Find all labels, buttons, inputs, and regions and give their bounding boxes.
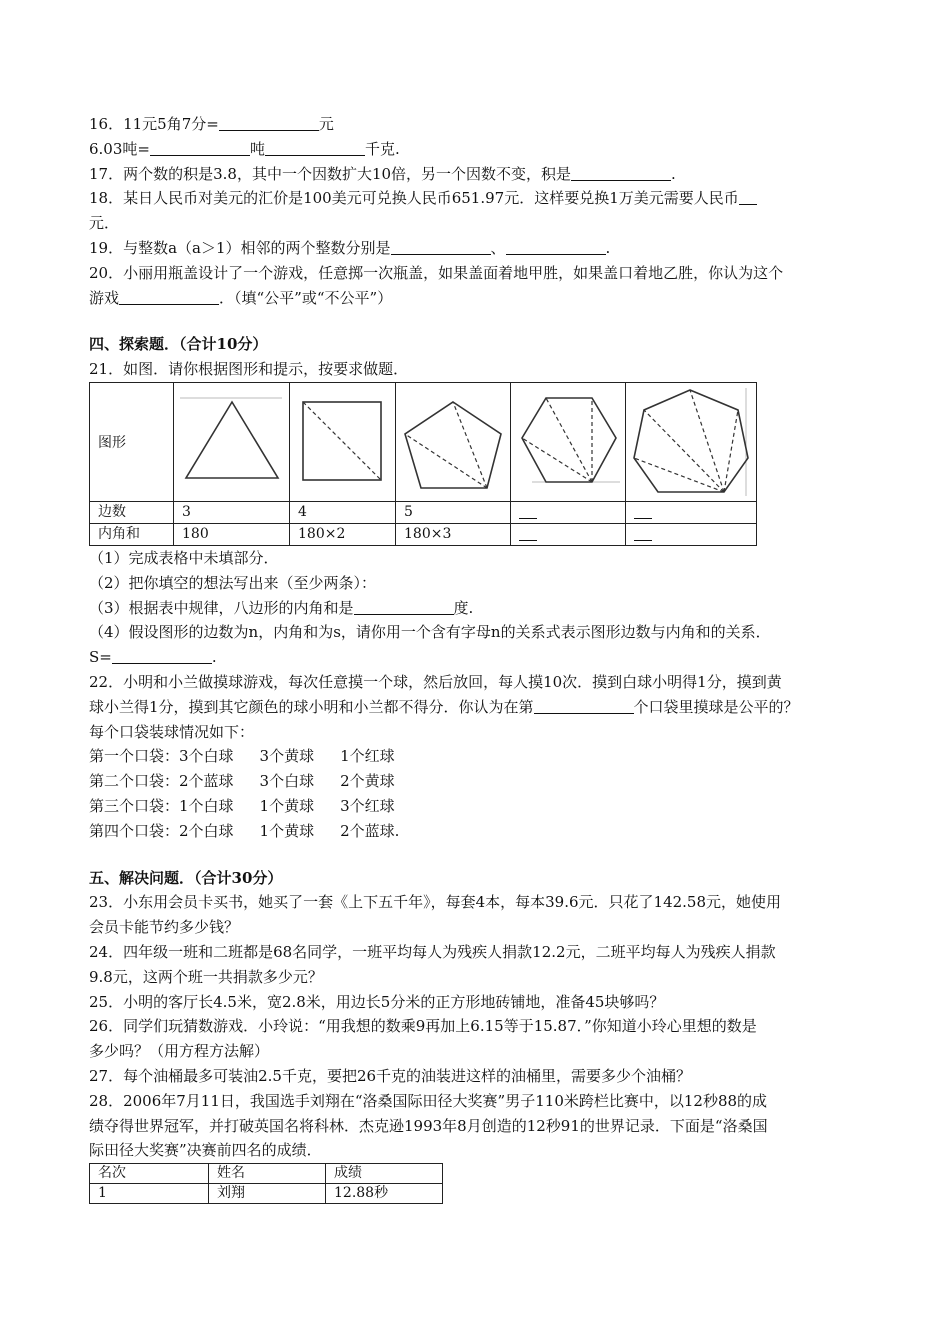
question-28-cont: 绩夺得世界冠军，并打破英国名将科林．杰克逊1993年8月创造的12秒91的世界记录．下面是“洛桑国 [89, 1116, 768, 1135]
question-16: 16．11元5角7分= 元 [89, 115, 334, 133]
question-22-intro: 每个口袋装球情况如下： [89, 722, 255, 741]
answer-blank[interactable] [571, 164, 671, 181]
question-17: 17．两个数的积是3.8，其中一个因数扩大10倍，另一个因数不变，积是 . [89, 164, 676, 183]
question-21-3: （3）根据表中规律，八边形的内角和是 度. [89, 598, 474, 617]
question-22: 22．小明和小兰做摸球游戏，每次任意摸一个球，然后放回，每人摸10次．摸到白球小明得1分，摸到黄 [89, 672, 782, 691]
triangle-icon [174, 382, 290, 501]
heptagon-icon [626, 382, 757, 501]
answer-blank[interactable] [265, 139, 365, 156]
bag-row: 第三个口袋：1个白球 1个黄球 3个红球 [89, 796, 395, 815]
angle-sum-value: 180 [174, 523, 290, 545]
question-21-1: （1）完成表格中未填部分． [89, 548, 279, 567]
sides-blank[interactable] [511, 501, 626, 523]
question-19: 19．与整数a（a＞1）相邻的两个整数分别是 、 . [89, 238, 611, 257]
answer-blank[interactable] [112, 647, 212, 664]
hexagon-icon [511, 382, 626, 501]
sides-value: 4 [290, 501, 396, 523]
row-label-angle-sum: 内角和 [90, 523, 174, 545]
question-23: 23．小东用会员卡买书，她买了一套《上下五千年》，每套4本，每本39.6元．只花了142.58元，她使用 [89, 893, 782, 912]
question-20-cont: 游戏 ．（填“公平”或“不公平”） [89, 288, 393, 307]
bag-row: 第一个口袋：3个白球 3个黄球 1个红球 [89, 747, 395, 766]
answer-blank[interactable] [119, 288, 219, 305]
question-21-4: （4）假设图形的边数为n，内角和为s，请你用一个含有字母n的关系式表示图形边数与内角和的关系． [89, 623, 771, 642]
question-21-5: S= . [89, 648, 217, 667]
question-26-cont: 多少吗？（用方程方法解） [89, 1042, 270, 1061]
answer-blank[interactable] [391, 238, 491, 255]
question-26: 26．同学们玩猜数游戏．小玲说：“用我想的数乘9再加上6.15等于15.87．”你知道小玲心里想的数是 [89, 1017, 757, 1036]
header-result: 成绩 [326, 1164, 443, 1184]
answer-blank[interactable] [534, 697, 634, 714]
table-cell: 1 [90, 1184, 209, 1204]
sides-blank[interactable] [626, 501, 757, 523]
angle-sum-value: 180×3 [396, 523, 511, 545]
header-rank: 名次 [90, 1164, 209, 1184]
answer-blank[interactable] [506, 238, 606, 255]
question-20: 20．小丽用瓶盖设计了一个游戏，任意掷一次瓶盖，如果盖面着地甲胜，如果盖口着地乙胜，你认为这个 [89, 263, 784, 282]
question-27: 27．每个油桶最多可装油2.5千克，要把26千克的油装进这样的油桶里，需要多少个油桶？ [89, 1066, 692, 1085]
answer-blank[interactable] [219, 114, 319, 131]
table-cell: 12.88秒 [326, 1184, 443, 1204]
row-label-figure: 图形 [90, 382, 174, 501]
question-18: 18．某日人民币对美元的汇价是100美元可兑换人民币651.97元．这样要兑换1万美元需要人民币 [89, 186, 869, 211]
question-22-cont: 球小兰得1分，摸到其它颜色的球小明和小兰都不得分．你认为在第 个口袋里摸球是公平的？ [89, 697, 799, 716]
sides-value: 3 [174, 501, 290, 523]
pentagon-icon [396, 382, 511, 501]
bag-row: 第四个口袋：2个白球 1个黄球 2个蓝球. [89, 821, 400, 840]
worksheet-page [89, 112, 869, 1204]
question-21: 21．如图．请你根据图形和提示，按要求做题． [89, 360, 409, 379]
question-16b: 6.03吨= 吨 千克. [89, 139, 400, 158]
bag-row: 第二个口袋：2个蓝球 3个白球 2个黄球 [89, 772, 395, 791]
section-5-heading: 五、解决问题．（合计30分） [89, 868, 283, 887]
table-cell: 刘翔 [209, 1184, 326, 1204]
angle-sum-blank[interactable] [626, 523, 757, 545]
question-21-2: （2）把你填空的想法写出来（至少两条）： [89, 573, 377, 592]
header-name: 姓名 [209, 1164, 326, 1184]
question-24: 24．四年级一班和二班都是68名同学，一班平均每人为残疾人捐款12.2元，二班平均每人为残疾人捐款 [89, 942, 776, 961]
question-18-cont: 元． [89, 214, 120, 233]
answer-blank[interactable] [354, 598, 454, 615]
question-28: 28．2006年7月11日，我国选手刘翔在“洛桑国际田径大奖赛”男子110米跨栏比赛中，以12秒88的成 [89, 1091, 768, 1110]
question-24-cont: 9.8元，这两个班一共捐款多少元？ [89, 967, 323, 986]
section-4-heading: 四、探索题．（合计10分） [89, 335, 268, 354]
polygon-table [89, 382, 757, 546]
row-label-sides: 边数 [90, 501, 174, 523]
question-28-cont: 际田径大奖赛”决赛前四名的成绩． [89, 1141, 322, 1160]
answer-blank[interactable] [150, 139, 250, 156]
square-icon [290, 382, 396, 501]
sides-value: 5 [396, 501, 511, 523]
angle-sum-value: 180×2 [290, 523, 396, 545]
results-table [89, 1163, 443, 1204]
question-23-cont: 会员卡能节约多少钱？ [89, 918, 240, 937]
answer-blank[interactable] [739, 188, 757, 205]
question-25: 25．小明的客厅长4.5米，宽2.8米，用边长5分米的正方形地砖铺地，准备45块够吗？ [89, 992, 665, 1011]
angle-sum-blank[interactable] [511, 523, 626, 545]
